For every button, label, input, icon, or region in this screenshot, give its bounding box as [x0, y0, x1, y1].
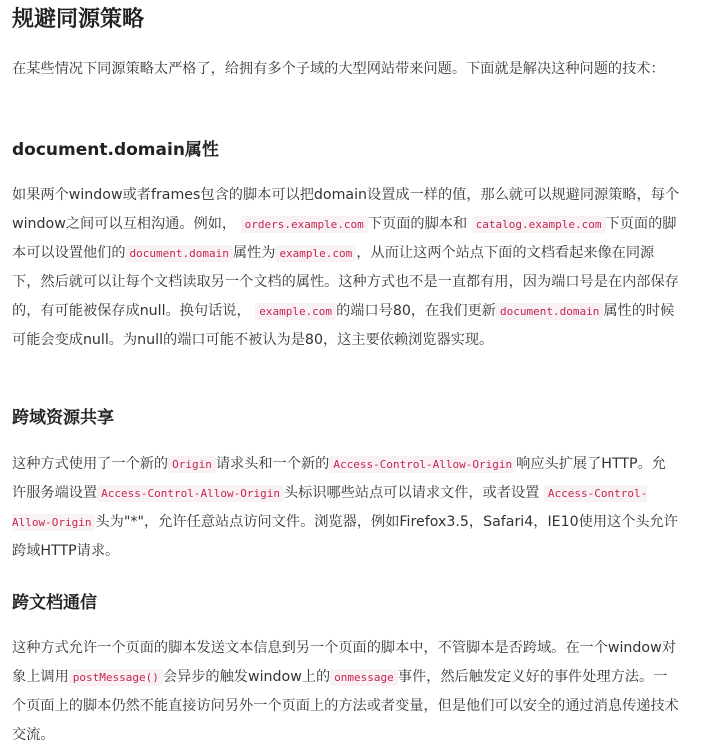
inline-code: postMessage() [69, 669, 163, 686]
inline-code: example.com [255, 303, 336, 320]
inline-code: document.domain [126, 245, 233, 262]
page-title: 规避同源策略 [12, 7, 145, 32]
document-domain-paragraph: 如果两个window或者frames包含的脚本可以把domain设置成一样的值，那么就可以规避同源策略，每个window之间可以互相沟通。例如， orders.example.com 下页面的脚本和 catalog.example.com 下页面的脚本可以设置他们的 document.domain 属性为 example.com ，从而让这两个站点下面的文档看起来像在同源下，然后就可以让每个文档读取另一个文档的属性。这种方式也不是一直都有用，因为端口号是在内部保存的，有可能被保存成null。换句话说， example.com 的端口号80，在我们更新 document.domain 属性的时候可能会变成null。为null的端口可能不被认为是80，这主要依赖浏览器实现。 [12, 187, 680, 348]
section-heading-cors: 跨域资源共享 [12, 408, 114, 428]
inline-code: example.com [275, 245, 356, 262]
section-heading-cross-document-messaging: 跨文档通信 [12, 593, 97, 613]
inline-code: Access-Control-Allow-Origin [97, 485, 284, 502]
inline-code: Access-Control-Allow-Origin [329, 456, 516, 473]
intro-paragraph: 在某些情况下同源策略太严格了，给拥有多个子域的大型网站带来问题。下面就是解决这种问题的技术： [12, 61, 665, 77]
inline-code: Access-Control-Allow-Origin [12, 487, 648, 529]
inline-code: onmessage [330, 669, 398, 686]
inline-code: Origin [168, 456, 216, 473]
cross-document-paragraph: 这种方式允许一个页面的脚本发送文本信息到另一个页面的脚本中，不管脚本是否跨域。在一个window对象上调用 postMessage() 会异步的触发window上的 onmessage 事件，然后触发定义好的事件处理方法。一个页面上的脚本仍然不能直接访问另外一个页面上的方法或者变量，但是他们可以安全的通过消息传递技术交流。 [12, 640, 679, 743]
inline-code: orders.example.com [241, 216, 368, 233]
inline-code: catalog.example.com [472, 216, 606, 233]
section-heading-document-domain: document.domain属性 [12, 140, 219, 160]
inline-code: document.domain [496, 303, 603, 320]
cors-paragraph: 这种方式使用了一个新的 Origin 请求头和一个新的 Access-Control-Allow-Origin 响应头扩展了HTTP。允许服务端设置 Access-Control-Allow-Origin 头标识哪些站点可以请求文件，或者设置 Access-Control-Allow-Origin 头为"*"，允许任意站点访问文件。浏览器，例如Firefox3.5，Safari4，IE10使用这个头允许跨域HTTP请求。 [12, 456, 678, 559]
